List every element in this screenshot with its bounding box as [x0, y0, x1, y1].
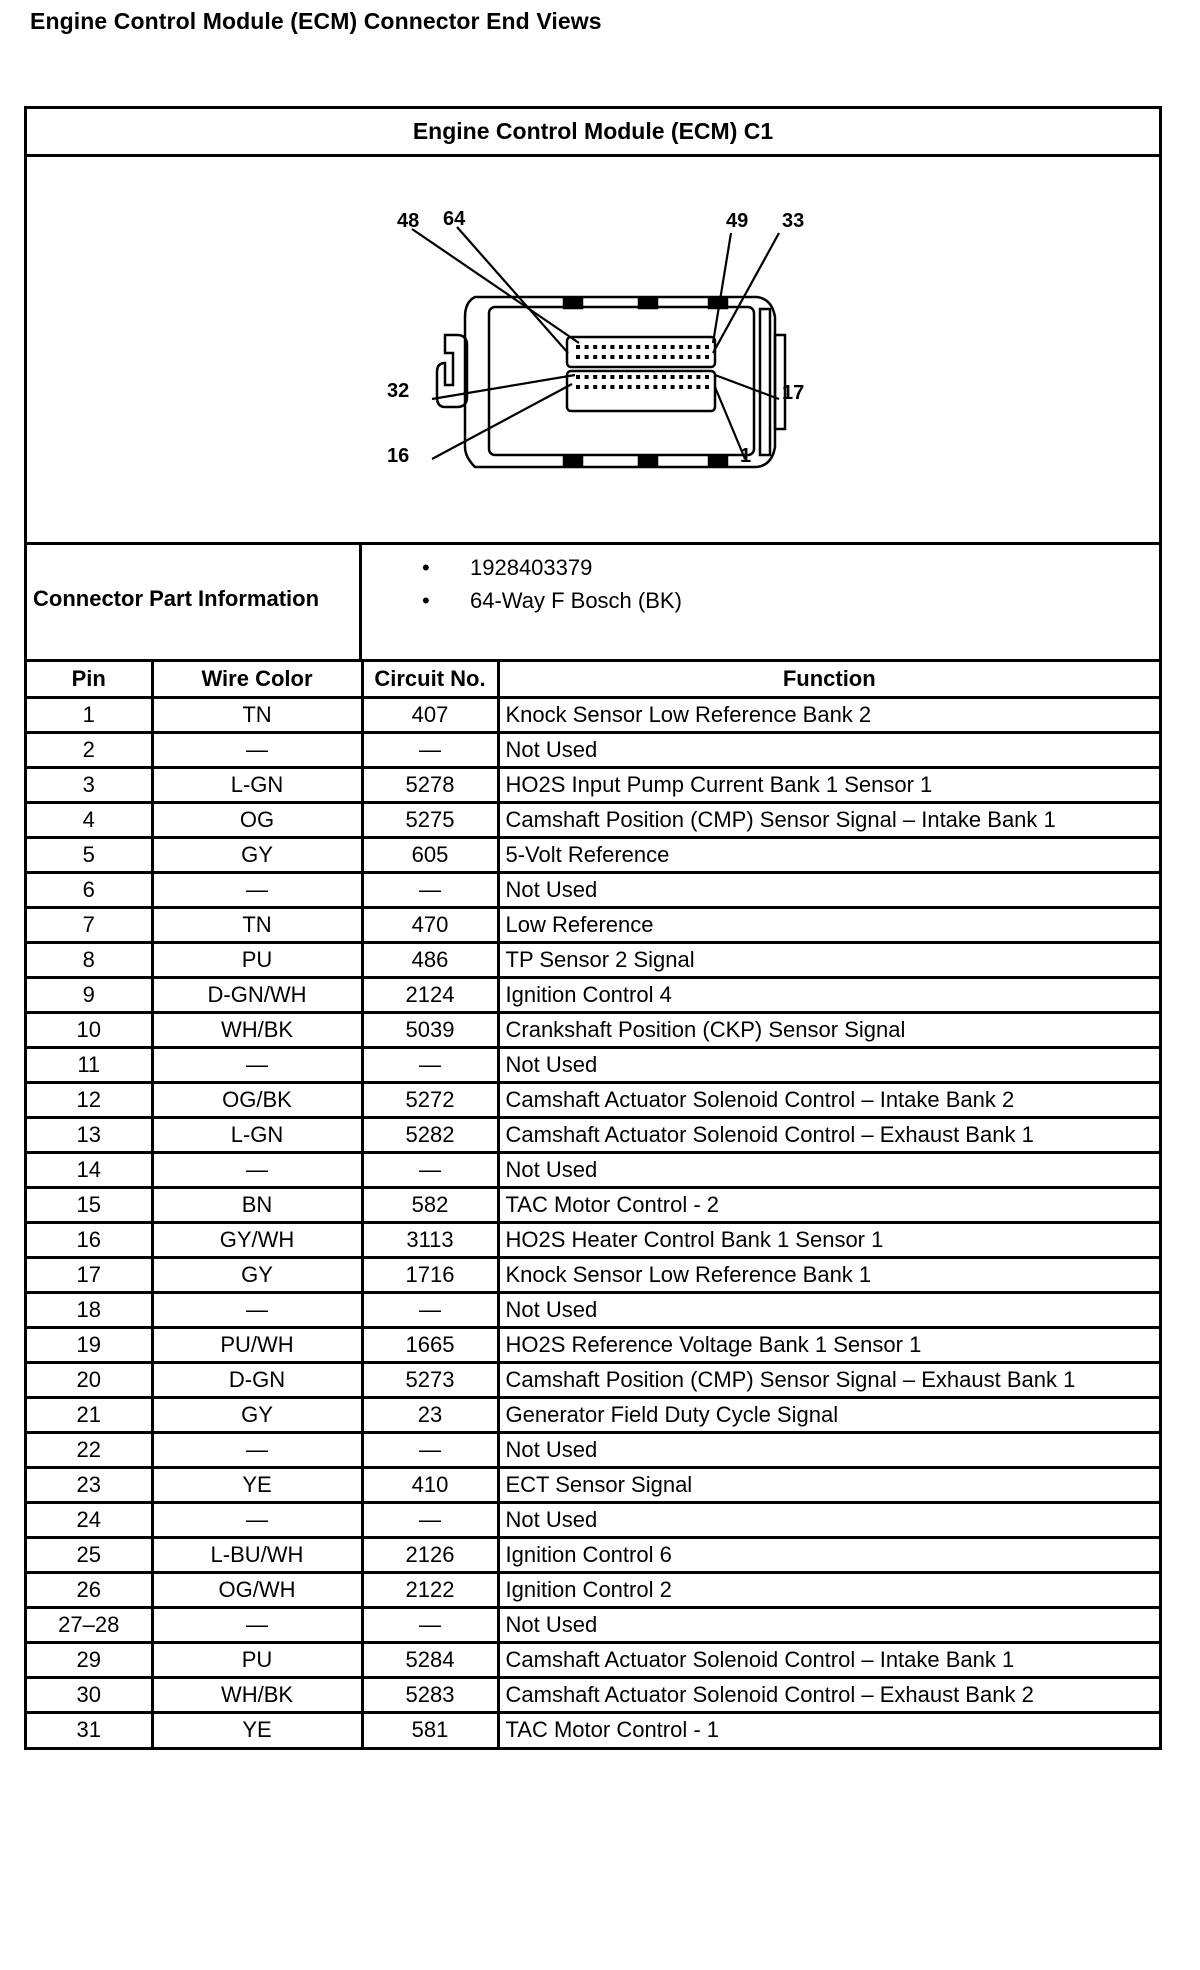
pin-cavity	[610, 385, 614, 389]
circuit-cell: 486	[362, 942, 498, 977]
pin-cell: 9	[27, 977, 152, 1012]
circuit-cell: 5039	[362, 1012, 498, 1047]
pin-cavity	[671, 375, 675, 379]
pin-cavity	[645, 375, 649, 379]
leader-64	[457, 227, 568, 353]
pin-cavity	[679, 345, 683, 349]
pin-label-48: 48	[397, 210, 420, 232]
table-row	[27, 1292, 1159, 1327]
function-cell: Not Used	[498, 1502, 1159, 1537]
table-row	[27, 1117, 1159, 1152]
pin-cavity	[679, 385, 683, 389]
pin-cell: 31	[27, 1712, 152, 1747]
table-row	[27, 1152, 1159, 1187]
pin-cavity	[619, 375, 623, 379]
table-row	[27, 732, 1159, 767]
pin-cavity	[610, 355, 614, 359]
function-cell: HO2S Input Pump Current Bank 1 Sensor 1	[498, 767, 1159, 802]
function-cell: Not Used	[498, 1152, 1159, 1187]
pin-cell: 23	[27, 1467, 152, 1502]
wire-color-cell: D-GN	[152, 1362, 362, 1397]
table-row	[27, 1607, 1159, 1642]
circuit-cell: —	[362, 732, 498, 767]
bullet: •	[422, 555, 430, 580]
table-row	[27, 1397, 1159, 1432]
pin-cavity	[576, 355, 580, 359]
function-cell: Low Reference	[498, 907, 1159, 942]
part-info-label: Connector Part Information	[27, 545, 362, 659]
pin-cell: 27–28	[27, 1607, 152, 1642]
pin-label-32: 32	[387, 380, 410, 402]
pin-cavity	[593, 375, 597, 379]
pin-cavity	[645, 355, 649, 359]
wire-color-cell: GY	[152, 1397, 362, 1432]
wire-color-cell: —	[152, 872, 362, 907]
circuit-cell: 2124	[362, 977, 498, 1012]
pin-cavity	[662, 385, 666, 389]
function-cell: 5-Volt Reference	[498, 837, 1159, 872]
wire-color-cell: PU	[152, 1642, 362, 1677]
pin-cavity	[679, 355, 683, 359]
pin-cavity	[628, 385, 632, 389]
wire-color-cell: YE	[152, 1712, 362, 1747]
wire-color-cell: GY	[152, 1257, 362, 1292]
pin-cavity	[645, 345, 649, 349]
circuit-cell: —	[362, 1502, 498, 1537]
pin-cell: 16	[27, 1222, 152, 1257]
pin-cell: 6	[27, 872, 152, 907]
pin-label-16: 16	[387, 445, 410, 467]
pin-label-33: 33	[782, 210, 805, 232]
pin-cavity	[610, 345, 614, 349]
pin-cavity	[671, 355, 675, 359]
part-description: 64-Way F Bosch (BK)	[470, 588, 682, 613]
table-row	[27, 767, 1159, 802]
pin-cavity	[653, 355, 657, 359]
function-cell: Ignition Control 2	[498, 1572, 1159, 1607]
pin-cell: 24	[27, 1502, 152, 1537]
table-row	[27, 1257, 1159, 1292]
pin-cell: 3	[27, 767, 152, 802]
connector-part-info	[27, 545, 1159, 662]
pin-cavity	[645, 385, 649, 389]
wire-color-cell: GY	[152, 837, 362, 872]
pin-cell: 15	[27, 1187, 152, 1222]
table-row	[27, 1677, 1159, 1712]
circuit-cell: 410	[362, 1467, 498, 1502]
pin-cavity	[696, 345, 700, 349]
pin-label-17: 17	[782, 382, 805, 404]
table-row	[27, 1502, 1159, 1537]
part-number: 1928403379	[470, 555, 593, 580]
pin-cell: 11	[27, 1047, 152, 1082]
wire-color-cell: L-GN	[152, 767, 362, 802]
pin-cavity	[585, 375, 589, 379]
connector-end-view-drawing	[27, 157, 1159, 542]
function-cell: Camshaft Actuator Solenoid Control – Exhaust Bank 2	[498, 1677, 1159, 1712]
circuit-cell: 23	[362, 1397, 498, 1432]
pin-cavity	[705, 345, 709, 349]
pin-cavity	[576, 345, 580, 349]
table-row	[27, 907, 1159, 942]
function-cell: HO2S Reference Voltage Bank 1 Sensor 1	[498, 1327, 1159, 1362]
table-row	[27, 1047, 1159, 1082]
circuit-cell: 470	[362, 907, 498, 942]
function-cell: Knock Sensor Low Reference Bank 2	[498, 697, 1159, 732]
circuit-cell: 2122	[362, 1572, 498, 1607]
circuit-cell: 5272	[362, 1082, 498, 1117]
pin-cavity	[576, 375, 580, 379]
pin-cavity	[696, 385, 700, 389]
wire-color-cell: L-GN	[152, 1117, 362, 1152]
circuit-cell: 581	[362, 1712, 498, 1747]
function-cell: Ignition Control 6	[498, 1537, 1159, 1572]
pin-cavity	[593, 385, 597, 389]
pin-cavity	[671, 385, 675, 389]
wire-color-cell: PU	[152, 942, 362, 977]
pin-cell: 20	[27, 1362, 152, 1397]
pin-cavity	[619, 345, 623, 349]
table-row	[27, 872, 1159, 907]
circuit-cell: 5284	[362, 1642, 498, 1677]
function-cell: ECT Sensor Signal	[498, 1467, 1159, 1502]
pin-table-header	[27, 662, 1159, 697]
table-row	[27, 1467, 1159, 1502]
pin-cavity	[619, 385, 623, 389]
pin-cavity	[593, 345, 597, 349]
wire-color-cell: WH/BK	[152, 1012, 362, 1047]
function-cell: Camshaft Position (CMP) Sensor Signal – Exhaust Bank 1	[498, 1362, 1159, 1397]
table-row	[27, 1187, 1159, 1222]
pin-cell: 5	[27, 837, 152, 872]
header-wire-color: Wire Color	[152, 662, 362, 697]
pin-cell: 8	[27, 942, 152, 977]
function-cell: Not Used	[498, 1607, 1159, 1642]
function-cell: Camshaft Actuator Solenoid Control – Exhaust Bank 1	[498, 1117, 1159, 1152]
pin-cell: 12	[27, 1082, 152, 1117]
header-pin: Pin	[27, 662, 152, 697]
function-cell: TAC Motor Control - 2	[498, 1187, 1159, 1222]
connector-housing-outer	[465, 297, 775, 467]
pin-cavity	[705, 355, 709, 359]
wire-color-cell: OG/BK	[152, 1082, 362, 1117]
wire-color-cell: YE	[152, 1467, 362, 1502]
circuit-cell: 1665	[362, 1327, 498, 1362]
table-row	[27, 1222, 1159, 1257]
table-row	[27, 1012, 1159, 1047]
connector-title: Engine Control Module (ECM) C1	[27, 109, 1159, 157]
header-circuit: Circuit No.	[362, 662, 498, 697]
function-cell: Camshaft Actuator Solenoid Control – Intake Bank 1	[498, 1642, 1159, 1677]
circuit-cell: —	[362, 1607, 498, 1642]
pin-cavity	[688, 345, 692, 349]
pin-cavity	[636, 385, 640, 389]
function-cell: Generator Field Duty Cycle Signal	[498, 1397, 1159, 1432]
circuit-cell: 5275	[362, 802, 498, 837]
pin-cavity	[705, 375, 709, 379]
pin-cavity	[585, 345, 589, 349]
table-row	[27, 1432, 1159, 1467]
wire-color-cell: TN	[152, 907, 362, 942]
wire-color-cell: L-BU/WH	[152, 1537, 362, 1572]
table-row	[27, 1327, 1159, 1362]
function-cell: Not Used	[498, 1292, 1159, 1327]
table-row	[27, 1712, 1159, 1747]
function-cell: TAC Motor Control - 1	[498, 1712, 1159, 1747]
table-row	[27, 1572, 1159, 1607]
function-cell: Not Used	[498, 1432, 1159, 1467]
pin-cell: 1	[27, 697, 152, 732]
wire-color-cell: GY/WH	[152, 1222, 362, 1257]
pin-cavity	[602, 345, 606, 349]
pin-cell: 19	[27, 1327, 152, 1362]
pin-cavity	[628, 375, 632, 379]
circuit-cell: 5278	[362, 767, 498, 802]
circuit-cell: 2126	[362, 1537, 498, 1572]
function-cell: TP Sensor 2 Signal	[498, 942, 1159, 977]
wire-color-cell: —	[152, 1152, 362, 1187]
pin-cell: 30	[27, 1677, 152, 1712]
wire-color-cell: PU/WH	[152, 1327, 362, 1362]
function-cell: Crankshaft Position (CKP) Sensor Signal	[498, 1012, 1159, 1047]
wire-color-cell: WH/BK	[152, 1677, 362, 1712]
pin-cavity	[602, 385, 606, 389]
function-cell: HO2S Heater Control Bank 1 Sensor 1	[498, 1222, 1159, 1257]
pin-label-1: 1	[740, 445, 752, 467]
circuit-cell: 3113	[362, 1222, 498, 1257]
pin-cell: 14	[27, 1152, 152, 1187]
pin-cavity	[662, 355, 666, 359]
wire-color-cell: —	[152, 1047, 362, 1082]
wire-color-cell: —	[152, 732, 362, 767]
pin-cell: 7	[27, 907, 152, 942]
pin-cavity	[576, 385, 580, 389]
circuit-cell: 1716	[362, 1257, 498, 1292]
leader-48	[412, 229, 579, 343]
function-cell: Not Used	[498, 872, 1159, 907]
pin-table	[27, 662, 1159, 1747]
pin-label-64: 64	[443, 208, 466, 230]
connector-sheet	[24, 106, 1162, 1750]
table-row	[27, 942, 1159, 977]
pin-cavity	[688, 375, 692, 379]
wire-color-cell: —	[152, 1502, 362, 1537]
pin-cavity	[602, 355, 606, 359]
pin-cavity	[688, 385, 692, 389]
circuit-cell: —	[362, 1292, 498, 1327]
pin-cavity	[653, 375, 657, 379]
wire-color-cell: —	[152, 1432, 362, 1467]
bullet: •	[422, 588, 430, 613]
table-row	[27, 1537, 1159, 1572]
table-row	[27, 1082, 1159, 1117]
function-cell: Not Used	[498, 732, 1159, 767]
pin-cell: 22	[27, 1432, 152, 1467]
pin-cavity	[619, 355, 623, 359]
circuit-cell: 407	[362, 697, 498, 732]
wire-color-cell: OG	[152, 802, 362, 837]
header-function: Function	[498, 662, 1159, 697]
table-row	[27, 1642, 1159, 1677]
table-row	[27, 802, 1159, 837]
wire-color-cell: TN	[152, 697, 362, 732]
pin-cavity	[628, 355, 632, 359]
pin-cavity	[610, 375, 614, 379]
pin-cavity	[705, 385, 709, 389]
pin-cavity	[662, 345, 666, 349]
page-title: Engine Control Module (ECM) Connector End Views	[30, 8, 602, 34]
pin-cavity	[593, 355, 597, 359]
function-cell: Knock Sensor Low Reference Bank 1	[498, 1257, 1159, 1292]
pin-cavity	[662, 375, 666, 379]
pin-cavity	[671, 345, 675, 349]
pin-cavity	[602, 375, 606, 379]
circuit-cell: 5282	[362, 1117, 498, 1152]
pin-cell: 4	[27, 802, 152, 837]
pin-cell: 18	[27, 1292, 152, 1327]
table-row	[27, 697, 1159, 732]
table-row	[27, 837, 1159, 872]
pin-cell: 26	[27, 1572, 152, 1607]
part-info-item	[422, 551, 682, 584]
circuit-cell: —	[362, 872, 498, 907]
pin-cavity	[653, 385, 657, 389]
circuit-cell: 5283	[362, 1677, 498, 1712]
pin-cell: 21	[27, 1397, 152, 1432]
part-info-list	[362, 545, 682, 659]
pin-cavity	[628, 345, 632, 349]
pin-cavity	[679, 375, 683, 379]
pin-cavity	[696, 375, 700, 379]
pin-cavity	[636, 345, 640, 349]
pin-cell: 25	[27, 1537, 152, 1572]
part-info-item	[422, 584, 682, 617]
pin-cavity	[653, 345, 657, 349]
pin-cell: 29	[27, 1642, 152, 1677]
function-cell: Camshaft Position (CMP) Sensor Signal – Intake Bank 1	[498, 802, 1159, 837]
pin-cell: 13	[27, 1117, 152, 1152]
circuit-cell: 605	[362, 837, 498, 872]
pin-cavity	[636, 375, 640, 379]
wire-color-cell: D-GN/WH	[152, 977, 362, 1012]
table-row	[27, 1362, 1159, 1397]
pin-cavity	[636, 355, 640, 359]
circuit-cell: —	[362, 1047, 498, 1082]
wire-color-cell: BN	[152, 1187, 362, 1222]
wire-color-cell: —	[152, 1292, 362, 1327]
pin-cavity	[696, 355, 700, 359]
circuit-cell: —	[362, 1152, 498, 1187]
pin-cell: 2	[27, 732, 152, 767]
pin-cell: 10	[27, 1012, 152, 1047]
pin-cavity	[585, 385, 589, 389]
wire-color-cell: OG/WH	[152, 1572, 362, 1607]
function-cell: Camshaft Actuator Solenoid Control – Intake Bank 2	[498, 1082, 1159, 1117]
pin-cavity	[585, 355, 589, 359]
function-cell: Ignition Control 4	[498, 977, 1159, 1012]
pin-cavity	[688, 355, 692, 359]
circuit-cell: 582	[362, 1187, 498, 1222]
circuit-cell: —	[362, 1432, 498, 1467]
function-cell: Not Used	[498, 1047, 1159, 1082]
pin-cell: 17	[27, 1257, 152, 1292]
circuit-cell: 5273	[362, 1362, 498, 1397]
table-row	[27, 977, 1159, 1012]
connector-diagram	[27, 157, 1159, 545]
wire-color-cell: —	[152, 1607, 362, 1642]
pin-label-49: 49	[726, 210, 749, 232]
